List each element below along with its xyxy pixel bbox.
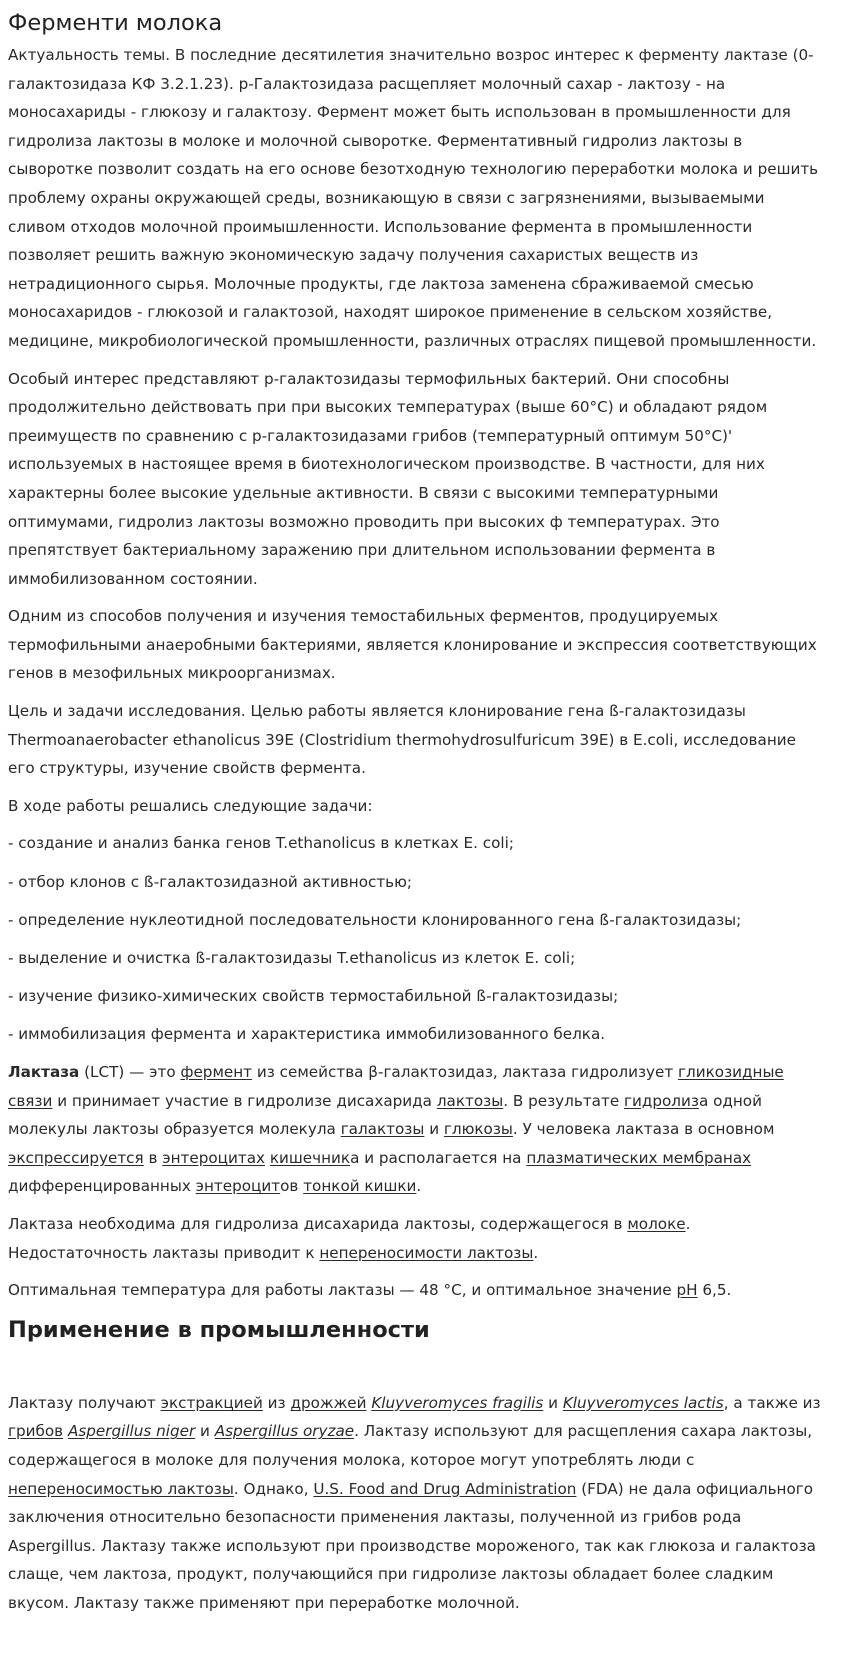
intro-thermophilic-paragraph: Особый интерес представляют р-галактозидазы термофильных бактерий. Они способны продолжительно действовать при при высоких температурах (выше 60°С) и обладают рядом преимуществ по сравнению с р-галактозидазами грибов (температурный оптимум 50°С)' используемых в настоящее время в биотехнологическом производстве. В частности, для них характерны более высокие удельные активности. В связи с высокими температурными оптимумами, гидролиз лактозы возможно проводить при высоких ф температурах. Это препятствует бактериальному заражению при длительном использовании фермента в иммобилизованном состоянии. <box>8 369 768 588</box>
link-enterocytes[interactable]: энтероцитах <box>162 1148 266 1167</box>
text-run: ов <box>280 1177 304 1196</box>
text-run: , а также из <box>723 1393 821 1412</box>
task-item: - изучение физико-химических свойств термостабильной ß-галактозидазы; <box>8 986 619 1005</box>
industry-paragraph <box>8 1389 823 1618</box>
link-aspergillus-oryzae[interactable]: Aspergillus oryzae <box>214 1422 355 1441</box>
text-run: а и располагается на <box>350 1148 527 1167</box>
link-enzyme[interactable]: фермент <box>180 1063 253 1081</box>
link-kluyveromyces-lactis[interactable]: Kluyveromyces lactis <box>562 1393 724 1412</box>
text-run: . Лактазу используют для расщепления сахара лактозы, содержащегося в молоке для получения молока, которое могут употреблять люди с <box>8 1422 813 1469</box>
link-glycosidic-bonds[interactable]: гликозидные связи <box>8 1063 784 1110</box>
link-galactose[interactable]: галактозы <box>340 1120 425 1139</box>
text-run: Лактаза необходима для гидролиза дисахарида лактозы, содержащегося в <box>8 1214 628 1233</box>
link-expressed[interactable]: экспрессируется <box>8 1148 144 1167</box>
link-intestine[interactable]: кишечник <box>269 1148 351 1167</box>
text-run: . У человека лактаза в основном <box>512 1120 775 1139</box>
link-fungi[interactable]: грибов <box>8 1422 64 1441</box>
link-hydrolysis[interactable]: гидролиз <box>624 1091 699 1110</box>
text-run: . Недостаточность лактазы приводит к <box>8 1214 691 1262</box>
intro-cloning-paragraph: Одним из способов получения и изучения темостабильных ферментов, продуцируемых термофильными анаеробными бактериями, является клонирование и экспрессия соответствующих генов в мезофильных микроорганизмах. <box>8 607 817 683</box>
link-ph[interactable]: pH <box>676 1281 698 1300</box>
task-item: - иммобилизация фермента и характеристика иммобилизованного белка. <box>8 1024 606 1043</box>
text-run: . <box>416 1177 422 1196</box>
task-item: - отбор клонов с ß-галактозидазной активностью; <box>8 872 413 891</box>
research-goal-paragraph: Цель и задачи исследования. Целью работы является клонирование гена ß-галактозидазы Thermoanaerobacter ethanolicus 39E (Clostridium thermohydrosulfuricum 39E) в E.coli, исследование его структуры, изучение свойств фермента. <box>8 702 796 778</box>
task-item: - создание и анализ банка генов T.ethanolicus в клетках E. coli; <box>8 834 514 853</box>
link-aspergillus-niger[interactable]: Aspergillus niger <box>67 1422 196 1441</box>
lactase-term: Лактаза <box>8 1063 80 1081</box>
text-run: и принимает участие в гидролизе дисахарида <box>52 1091 437 1110</box>
task-item: - выделение и очистка ß-галактозидазы T.ethanolicus из клеток E. coli; <box>8 948 576 967</box>
link-plasma-membranes[interactable]: плазматических мембранах <box>526 1148 752 1167</box>
link-fda[interactable]: U.S. Food and Drug Administration <box>313 1479 577 1498</box>
text-run: Лактазу получают <box>8 1393 161 1412</box>
intro-relevance-paragraph: Актуальность темы. В последние десятилетия значительно возрос интерес к ферменту лактазе (0-галактозидаза КФ 3.2.1.23). р-Галактозидаза расщепляет молочный сахар - лактозу - на моносахариды - глюкозу и галактозу. Фермент может быть использован в промышленности для гидролиза лактозы в молоке и молочной сыворотке. Ферментативный гидролиз лактозы в сыворотке позволит создать на его основе безотходную технологию переработки молока и решить проблему охраны окружающей среды, возникающую в связи с загрязнениями, вызываемыми сливом отходов молочной проимышленности. Использование фермента в промышленности позволяет решить важную экономическую задачу получения сахаристых веществ из нетрадиционного сырья. Молочные продукты, где лактоза заменена сбраживаемой смесью моносахаридов - глюкозой и галактозой, находят широкое применение в сельском хозяйстве, медицине, микробиологической промышленности, различных отраслях пищевой промышленности. <box>8 46 819 350</box>
link-glucose[interactable]: глюкозы <box>443 1120 513 1139</box>
text-run: 6,5. <box>697 1281 732 1300</box>
link-lactose-intolerance[interactable]: непереносимостью лактозы <box>8 1479 234 1498</box>
lactase-definition-paragraph <box>8 1058 823 1201</box>
text-run: из семейства β-галактозидаз, лактаза гидролизует <box>252 1063 679 1081</box>
text-run: в <box>143 1148 163 1167</box>
text-run: дифференцированных <box>8 1177 196 1196</box>
lactase-need-paragraph <box>8 1210 823 1267</box>
text-run: а одной молекулы лактозы образуется молекула <box>8 1091 762 1139</box>
tasks-intro-paragraph: В ходе работы решались следующие задачи: <box>8 796 373 815</box>
text-run: и <box>424 1120 444 1139</box>
lactase-optimum-paragraph <box>8 1276 823 1305</box>
page-title: Ферменти молока <box>8 10 223 36</box>
link-kluyveromyces-fragilis[interactable]: Kluyveromyces fragilis <box>371 1393 544 1412</box>
text-run: . <box>533 1243 539 1262</box>
section-heading: Применение в промышленности <box>8 1316 430 1343</box>
link-small-intestine[interactable]: тонкой кишки <box>303 1177 417 1196</box>
text-run: (LCT) — это <box>79 1063 181 1081</box>
text-run: . В результате <box>503 1091 624 1110</box>
link-extraction[interactable]: экстракцией <box>160 1393 263 1412</box>
text-run: и <box>195 1422 215 1441</box>
text-run: (FDA) не дала официального заключения относительно безопасности применения лактазы, полученной из грибов рода Aspergillus. Лактазу также используют при производстве мороженого, так как глюкоза и галактоза слаще, чем лактоза, продукт, получающийся при гидролизе лактозы обладает более сладким вкусом. Лактазу также применяют при переработке молочной. <box>8 1479 816 1612</box>
task-item: - определение нуклеотидной последовательности клонированного гена ß-галактозидазы; <box>8 910 742 929</box>
link-enterocyte[interactable]: энтероцит <box>195 1177 281 1196</box>
link-milk[interactable]: молоке <box>627 1214 686 1233</box>
link-lactose-intolerance[interactable]: непереносимости лактозы <box>319 1243 534 1262</box>
link-yeast[interactable]: дрожжей <box>290 1393 367 1412</box>
text-run: Оптимальная температура для работы лактазы — 48 °C, и оптимальное значение <box>8 1281 677 1300</box>
text-run: и <box>543 1393 563 1412</box>
link-lactose[interactable]: лактозы <box>436 1091 504 1110</box>
text-run: из <box>262 1393 291 1412</box>
text-run: . Однако, <box>233 1479 314 1498</box>
